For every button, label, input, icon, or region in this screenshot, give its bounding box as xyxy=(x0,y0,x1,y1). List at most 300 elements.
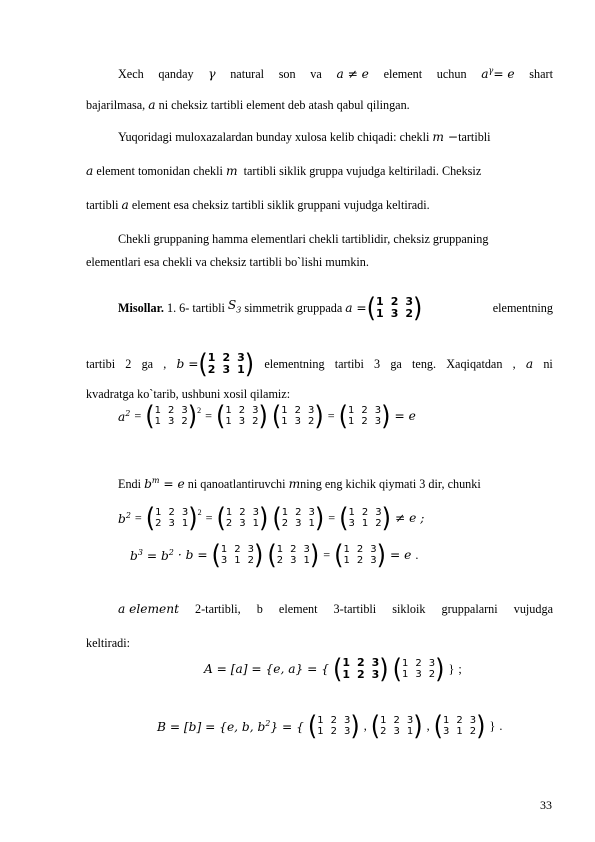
bracket: ( xyxy=(339,502,349,534)
text: bajarilmasa, xyxy=(86,98,146,112)
cell: 1 xyxy=(220,544,228,555)
cell: 2 xyxy=(330,726,337,737)
text: b xyxy=(256,602,263,616)
matrix-grid xyxy=(349,507,382,529)
var xyxy=(147,546,174,563)
var: = e xyxy=(493,67,515,82)
text: element xyxy=(278,602,318,616)
cell: 2 xyxy=(247,555,255,566)
op: ≠ e ; xyxy=(395,511,425,525)
cell: 3 xyxy=(370,544,377,555)
cell: 3 xyxy=(222,363,231,376)
cell: 1 xyxy=(181,518,189,529)
matrix xyxy=(433,710,486,742)
bracket: ) xyxy=(381,502,392,534)
cell: 1 xyxy=(225,405,232,416)
bracket: ( xyxy=(307,710,318,742)
cell: 1 xyxy=(376,307,384,320)
bracket: ) xyxy=(254,539,264,571)
cell: 2 xyxy=(361,416,368,427)
cell: 2 xyxy=(456,715,463,726)
equation-b-cubed xyxy=(130,539,419,571)
matrix xyxy=(332,653,389,685)
exp: 2 xyxy=(125,511,131,521)
cell: 3 xyxy=(374,405,382,416)
cell: 1 xyxy=(376,295,384,308)
cell: 3 xyxy=(443,726,450,737)
matrix-grid xyxy=(443,715,476,737)
cell: 3 xyxy=(181,405,188,416)
var: b xyxy=(118,512,126,527)
para3-line2: elementlari esa chekli va cheksiz tartibli bo`lishi mumkin. xyxy=(86,255,369,269)
cell: 2 xyxy=(168,507,175,518)
cell: 1 xyxy=(225,416,232,427)
cell: 3 xyxy=(252,405,259,416)
cell: 3 xyxy=(406,715,414,726)
bracket: ( xyxy=(216,400,226,432)
var: = b xyxy=(146,549,169,564)
cell: 2 xyxy=(276,555,284,566)
op: = e xyxy=(394,409,416,423)
matrix-b xyxy=(176,348,255,380)
text: 3 xyxy=(374,357,381,371)
cell: 1 xyxy=(317,715,324,726)
math-inline: a xyxy=(148,98,156,112)
text: , xyxy=(163,357,167,371)
matrix xyxy=(339,502,392,534)
bracket: ) xyxy=(381,400,391,432)
cell: 2 xyxy=(155,518,162,529)
bracket: ) xyxy=(258,400,268,432)
cell: 2 xyxy=(428,669,436,680)
cell: 1 xyxy=(402,658,409,669)
cell: 2 xyxy=(405,307,413,320)
matrix-grid xyxy=(348,405,381,427)
var: A = [a] = {e, a} = { xyxy=(204,662,329,676)
op: = xyxy=(134,511,142,525)
cell: 1 xyxy=(234,555,241,566)
bracket: ) xyxy=(309,539,320,571)
text: vujudga xyxy=(513,602,553,616)
cell: 2 xyxy=(281,518,289,529)
cell: 1 xyxy=(252,518,260,529)
cell: 1 xyxy=(348,507,355,518)
bracket: ( xyxy=(145,400,155,432)
math-inline: a element xyxy=(118,602,179,616)
bracket: ) xyxy=(314,502,325,534)
cell: 3 xyxy=(375,507,382,518)
cell: 1 xyxy=(281,416,288,427)
cell: 3 xyxy=(374,416,382,427)
cell: 1 xyxy=(406,726,414,737)
text: ga xyxy=(141,357,154,371)
para6-line1 xyxy=(118,602,553,616)
op: = xyxy=(205,409,212,423)
exp: 2 xyxy=(197,406,202,415)
matrix-grid xyxy=(344,544,377,566)
cell: 2 xyxy=(238,405,246,416)
text: Yuqoridagi muloxazalardan bunday xulosa kelib chiqadi: chekli xyxy=(118,130,430,144)
cell: 3 xyxy=(168,416,175,427)
math-inline: a xyxy=(525,357,534,371)
bracket: ) xyxy=(187,400,198,432)
matrix-grid xyxy=(380,715,413,737)
page-number: 33 xyxy=(540,798,552,812)
text: element tomonidan chekli xyxy=(96,164,223,178)
heading: Misollar. xyxy=(118,301,164,315)
text: natural xyxy=(230,67,265,82)
cell: 2 xyxy=(356,555,364,566)
cell: 2 xyxy=(375,518,382,529)
math-inline xyxy=(144,477,185,491)
para4-line1 xyxy=(118,292,553,324)
cell: 1 xyxy=(343,555,350,566)
cell: 2 xyxy=(356,656,365,669)
matrix-grid xyxy=(208,352,245,376)
op: = xyxy=(327,409,335,423)
var xyxy=(118,407,130,424)
matrix xyxy=(338,400,391,432)
op: · b = xyxy=(177,548,208,562)
bracket: ) xyxy=(413,292,423,324)
math-inline xyxy=(228,298,241,317)
text: element xyxy=(383,67,423,82)
text: gruppalarni xyxy=(441,602,498,616)
text: ga xyxy=(390,357,402,371)
cell: 3 xyxy=(294,416,301,427)
text: tartibli siklik gruppa vujudga keltiriladi. Cheksiz xyxy=(243,164,482,178)
para2-line3 xyxy=(86,198,430,212)
matrix xyxy=(272,502,325,534)
exp: m xyxy=(151,476,160,485)
op: , xyxy=(426,719,430,733)
op: = xyxy=(205,511,213,525)
cell: 3 xyxy=(252,507,260,518)
var: b = xyxy=(176,357,199,371)
bracket: ( xyxy=(338,400,348,432)
var: b xyxy=(144,477,152,492)
matrix-grid xyxy=(282,507,315,529)
matrix-grid xyxy=(155,507,188,529)
equation-A xyxy=(204,653,462,685)
math-inline: a ≠ e xyxy=(336,67,369,82)
text: tartibi xyxy=(86,357,116,371)
matrix-grid xyxy=(221,544,254,566)
cell: 2 xyxy=(361,405,368,416)
text: tartibli xyxy=(86,198,119,212)
text: shart xyxy=(529,67,553,82)
bracket: ( xyxy=(216,502,226,534)
bracket: ( xyxy=(272,502,282,534)
cell: 2 xyxy=(252,416,259,427)
bracket: ) xyxy=(379,653,389,685)
math-inline: m xyxy=(288,477,301,492)
matrix xyxy=(211,539,264,571)
matrix xyxy=(334,539,387,571)
text: elementning xyxy=(492,301,553,315)
op: = e xyxy=(390,548,412,562)
var: B = [b] = {e, b, b xyxy=(157,720,266,735)
cell: 3 xyxy=(237,351,245,364)
cell: 2 xyxy=(207,363,216,376)
exp: γ xyxy=(488,66,494,75)
bracket: ) xyxy=(259,502,269,534)
bracket: ( xyxy=(198,348,208,380)
cell: 2 xyxy=(356,668,365,681)
matrix-grid xyxy=(402,658,435,680)
cell: 3 xyxy=(290,555,297,566)
matrix xyxy=(392,653,445,685)
var: b xyxy=(130,549,138,564)
para2-line2 xyxy=(86,164,481,178)
cell: 1 xyxy=(303,555,310,566)
cell: 1 xyxy=(348,405,355,416)
text: , xyxy=(512,357,516,371)
text: Xaqiqatdan xyxy=(446,357,503,371)
bracket: ( xyxy=(267,539,277,571)
para6-line2: keltiradi: xyxy=(86,636,130,650)
cell: 1 xyxy=(154,416,161,427)
exp: 2 xyxy=(265,719,271,729)
cell: 3 xyxy=(415,669,422,680)
text: tartibi xyxy=(334,357,364,371)
matrix xyxy=(267,539,320,571)
matrix-grid xyxy=(277,544,310,566)
cell: 3 xyxy=(428,658,436,669)
matrix-grid xyxy=(225,405,258,427)
cell: 2 xyxy=(415,658,422,669)
bracket: ) xyxy=(314,400,324,432)
cell: 2 xyxy=(295,507,302,518)
cell: 3 xyxy=(181,507,189,518)
cell: 3 xyxy=(393,726,400,737)
text: ni qanoatlantiruvchi xyxy=(187,477,286,492)
bracket: ) xyxy=(435,653,445,685)
cell: 2 xyxy=(181,416,188,427)
cell: 3 xyxy=(390,307,399,320)
math-inline xyxy=(481,64,514,81)
cell: 2 xyxy=(390,295,399,308)
sub: 3 xyxy=(236,305,242,315)
equation-b-squared xyxy=(118,502,425,534)
op: } xyxy=(448,662,455,676)
cell: 2 xyxy=(356,544,364,555)
text: 2-tartibli, xyxy=(195,602,241,616)
matrix-grid xyxy=(281,405,314,427)
text: son xyxy=(278,67,296,82)
cell: 3 xyxy=(308,507,315,518)
text: elementning xyxy=(264,357,325,371)
cell: 1 xyxy=(154,405,161,416)
text: 2 xyxy=(125,357,132,371)
matrix xyxy=(216,400,268,432)
cell: 2 xyxy=(393,715,400,726)
exp: 2 xyxy=(125,409,131,419)
cell: 2 xyxy=(469,726,477,737)
cell: 1 xyxy=(207,351,216,364)
matrix-grid xyxy=(342,657,379,681)
para1-line2 xyxy=(86,98,410,112)
var: a xyxy=(118,410,126,425)
cell: 1 xyxy=(342,668,350,681)
var: S xyxy=(227,298,237,313)
cell: 3 xyxy=(371,656,380,669)
op: = xyxy=(323,548,331,562)
cell: 2 xyxy=(380,726,387,737)
var: a xyxy=(481,67,489,82)
text: 3-tartibli xyxy=(333,602,377,616)
cell: 3 xyxy=(220,555,228,566)
cell: 1 xyxy=(402,669,409,680)
para3-line1: Chekli gruppaning hamma elementlari chekli tartiblidir, cheksiz gruppaning xyxy=(118,232,489,246)
matrix xyxy=(145,502,202,534)
bracket: ( xyxy=(370,710,381,742)
bracket: ) xyxy=(376,539,387,571)
bracket: ( xyxy=(392,653,403,685)
cell: 3 xyxy=(343,715,351,726)
cell: 1 xyxy=(237,363,245,376)
op: ; xyxy=(458,662,462,676)
op: . xyxy=(415,548,419,562)
cell: 1 xyxy=(225,507,233,518)
math-inline: m xyxy=(225,164,238,178)
cell: 2 xyxy=(308,416,315,427)
var xyxy=(157,717,304,734)
text: uchun xyxy=(436,67,467,82)
matrix-grid xyxy=(376,296,413,320)
cell: 1 xyxy=(342,656,350,669)
cell: 1 xyxy=(348,416,355,427)
cell: 3 xyxy=(247,544,255,555)
para4-line3: kvadratga ko`tarib, ushbuni xosil qilamiz: xyxy=(86,387,291,401)
text: ni cheksiz tartibli element deb atash qabul qilingan. xyxy=(158,98,410,112)
cell: 1 xyxy=(308,518,315,529)
text: Xech xyxy=(118,67,144,82)
bracket: ( xyxy=(366,292,377,324)
text: ning eng kichik qiymati 3 dir, chunki xyxy=(300,477,481,492)
exp: 2 xyxy=(168,548,174,558)
op: . xyxy=(499,719,503,733)
cell: 2 xyxy=(222,351,231,364)
cell: 3 xyxy=(469,715,477,726)
matrix xyxy=(370,710,423,742)
cell: 2 xyxy=(234,544,241,555)
cell: 1 xyxy=(443,715,450,726)
cell: 1 xyxy=(456,726,463,737)
op: } xyxy=(489,719,496,733)
text: ni xyxy=(543,357,553,371)
var: a = xyxy=(345,301,367,315)
cell: 1 xyxy=(281,405,288,416)
op: , xyxy=(363,719,367,733)
cell: 3 xyxy=(239,518,246,529)
text: simmetrik gruppada xyxy=(244,301,343,315)
matrix xyxy=(216,502,269,534)
math-inline: m − xyxy=(432,130,459,144)
cell: 3 xyxy=(405,295,413,308)
cell: 2 xyxy=(168,405,175,416)
text: teng. xyxy=(412,357,437,371)
para1-line1 xyxy=(118,64,553,81)
bracket: ) xyxy=(244,348,255,380)
math-inline: a xyxy=(86,164,94,178)
var: } = { xyxy=(270,720,304,735)
text: va xyxy=(310,67,322,82)
gamma-symbol: γ xyxy=(208,67,216,82)
cell: 1 xyxy=(281,507,289,518)
matrix-a xyxy=(345,292,423,324)
cell: 3 xyxy=(370,555,377,566)
matrix-grid xyxy=(226,507,259,529)
matrix-grid xyxy=(317,715,350,737)
cell: 1 xyxy=(155,507,162,518)
cell: 3 xyxy=(238,416,246,427)
cell: 2 xyxy=(290,544,297,555)
cell: 1 xyxy=(317,726,324,737)
cell: 1 xyxy=(361,518,369,529)
para5 xyxy=(118,474,481,491)
cell: 3 xyxy=(371,668,380,681)
text: Endi xyxy=(118,477,142,492)
bracket: ( xyxy=(211,539,221,571)
bracket: ) xyxy=(350,710,360,742)
matrix xyxy=(145,400,202,432)
bracket: ) xyxy=(476,710,486,742)
op: = xyxy=(134,409,142,423)
var: = e xyxy=(163,477,185,492)
text: qanday xyxy=(158,67,194,82)
matrix-grid xyxy=(155,405,188,427)
bracket: ( xyxy=(334,539,344,571)
var xyxy=(130,546,143,563)
bracket: ( xyxy=(332,653,343,685)
cell: 2 xyxy=(294,405,301,416)
cell: 3 xyxy=(303,544,310,555)
matrix xyxy=(271,400,324,432)
cell: 1 xyxy=(343,544,350,555)
cell: 2 xyxy=(239,507,246,518)
cell: 2 xyxy=(330,715,337,726)
text: element esa cheksiz tartibli siklik gruppani vujudga keltiradi. xyxy=(131,198,430,212)
bracket: ) xyxy=(188,502,198,534)
cell: 2 xyxy=(361,507,369,518)
cell: 3 xyxy=(168,518,175,529)
var xyxy=(118,509,131,526)
cell: 3 xyxy=(348,518,355,529)
bracket: ( xyxy=(145,502,156,534)
para4-line2 xyxy=(86,348,553,380)
cell: 3 xyxy=(308,405,315,416)
cell: 3 xyxy=(343,726,351,737)
text: sikloik xyxy=(392,602,426,616)
text: 1. 6- tartibli xyxy=(166,301,225,315)
text: tartibli xyxy=(458,130,491,144)
equation-a-squared xyxy=(118,400,416,432)
exp: 2 xyxy=(197,508,202,517)
exp: 3 xyxy=(137,548,143,558)
bracket: ( xyxy=(433,710,444,742)
op: = xyxy=(328,511,336,525)
bracket: ( xyxy=(271,400,282,432)
equation-B xyxy=(157,710,503,742)
para2-line1 xyxy=(118,130,491,144)
bracket: ) xyxy=(413,710,423,742)
cell: 2 xyxy=(225,518,233,529)
cell: 1 xyxy=(380,715,387,726)
cell: 3 xyxy=(295,518,302,529)
matrix xyxy=(307,710,360,742)
math-inline: a xyxy=(121,198,129,212)
